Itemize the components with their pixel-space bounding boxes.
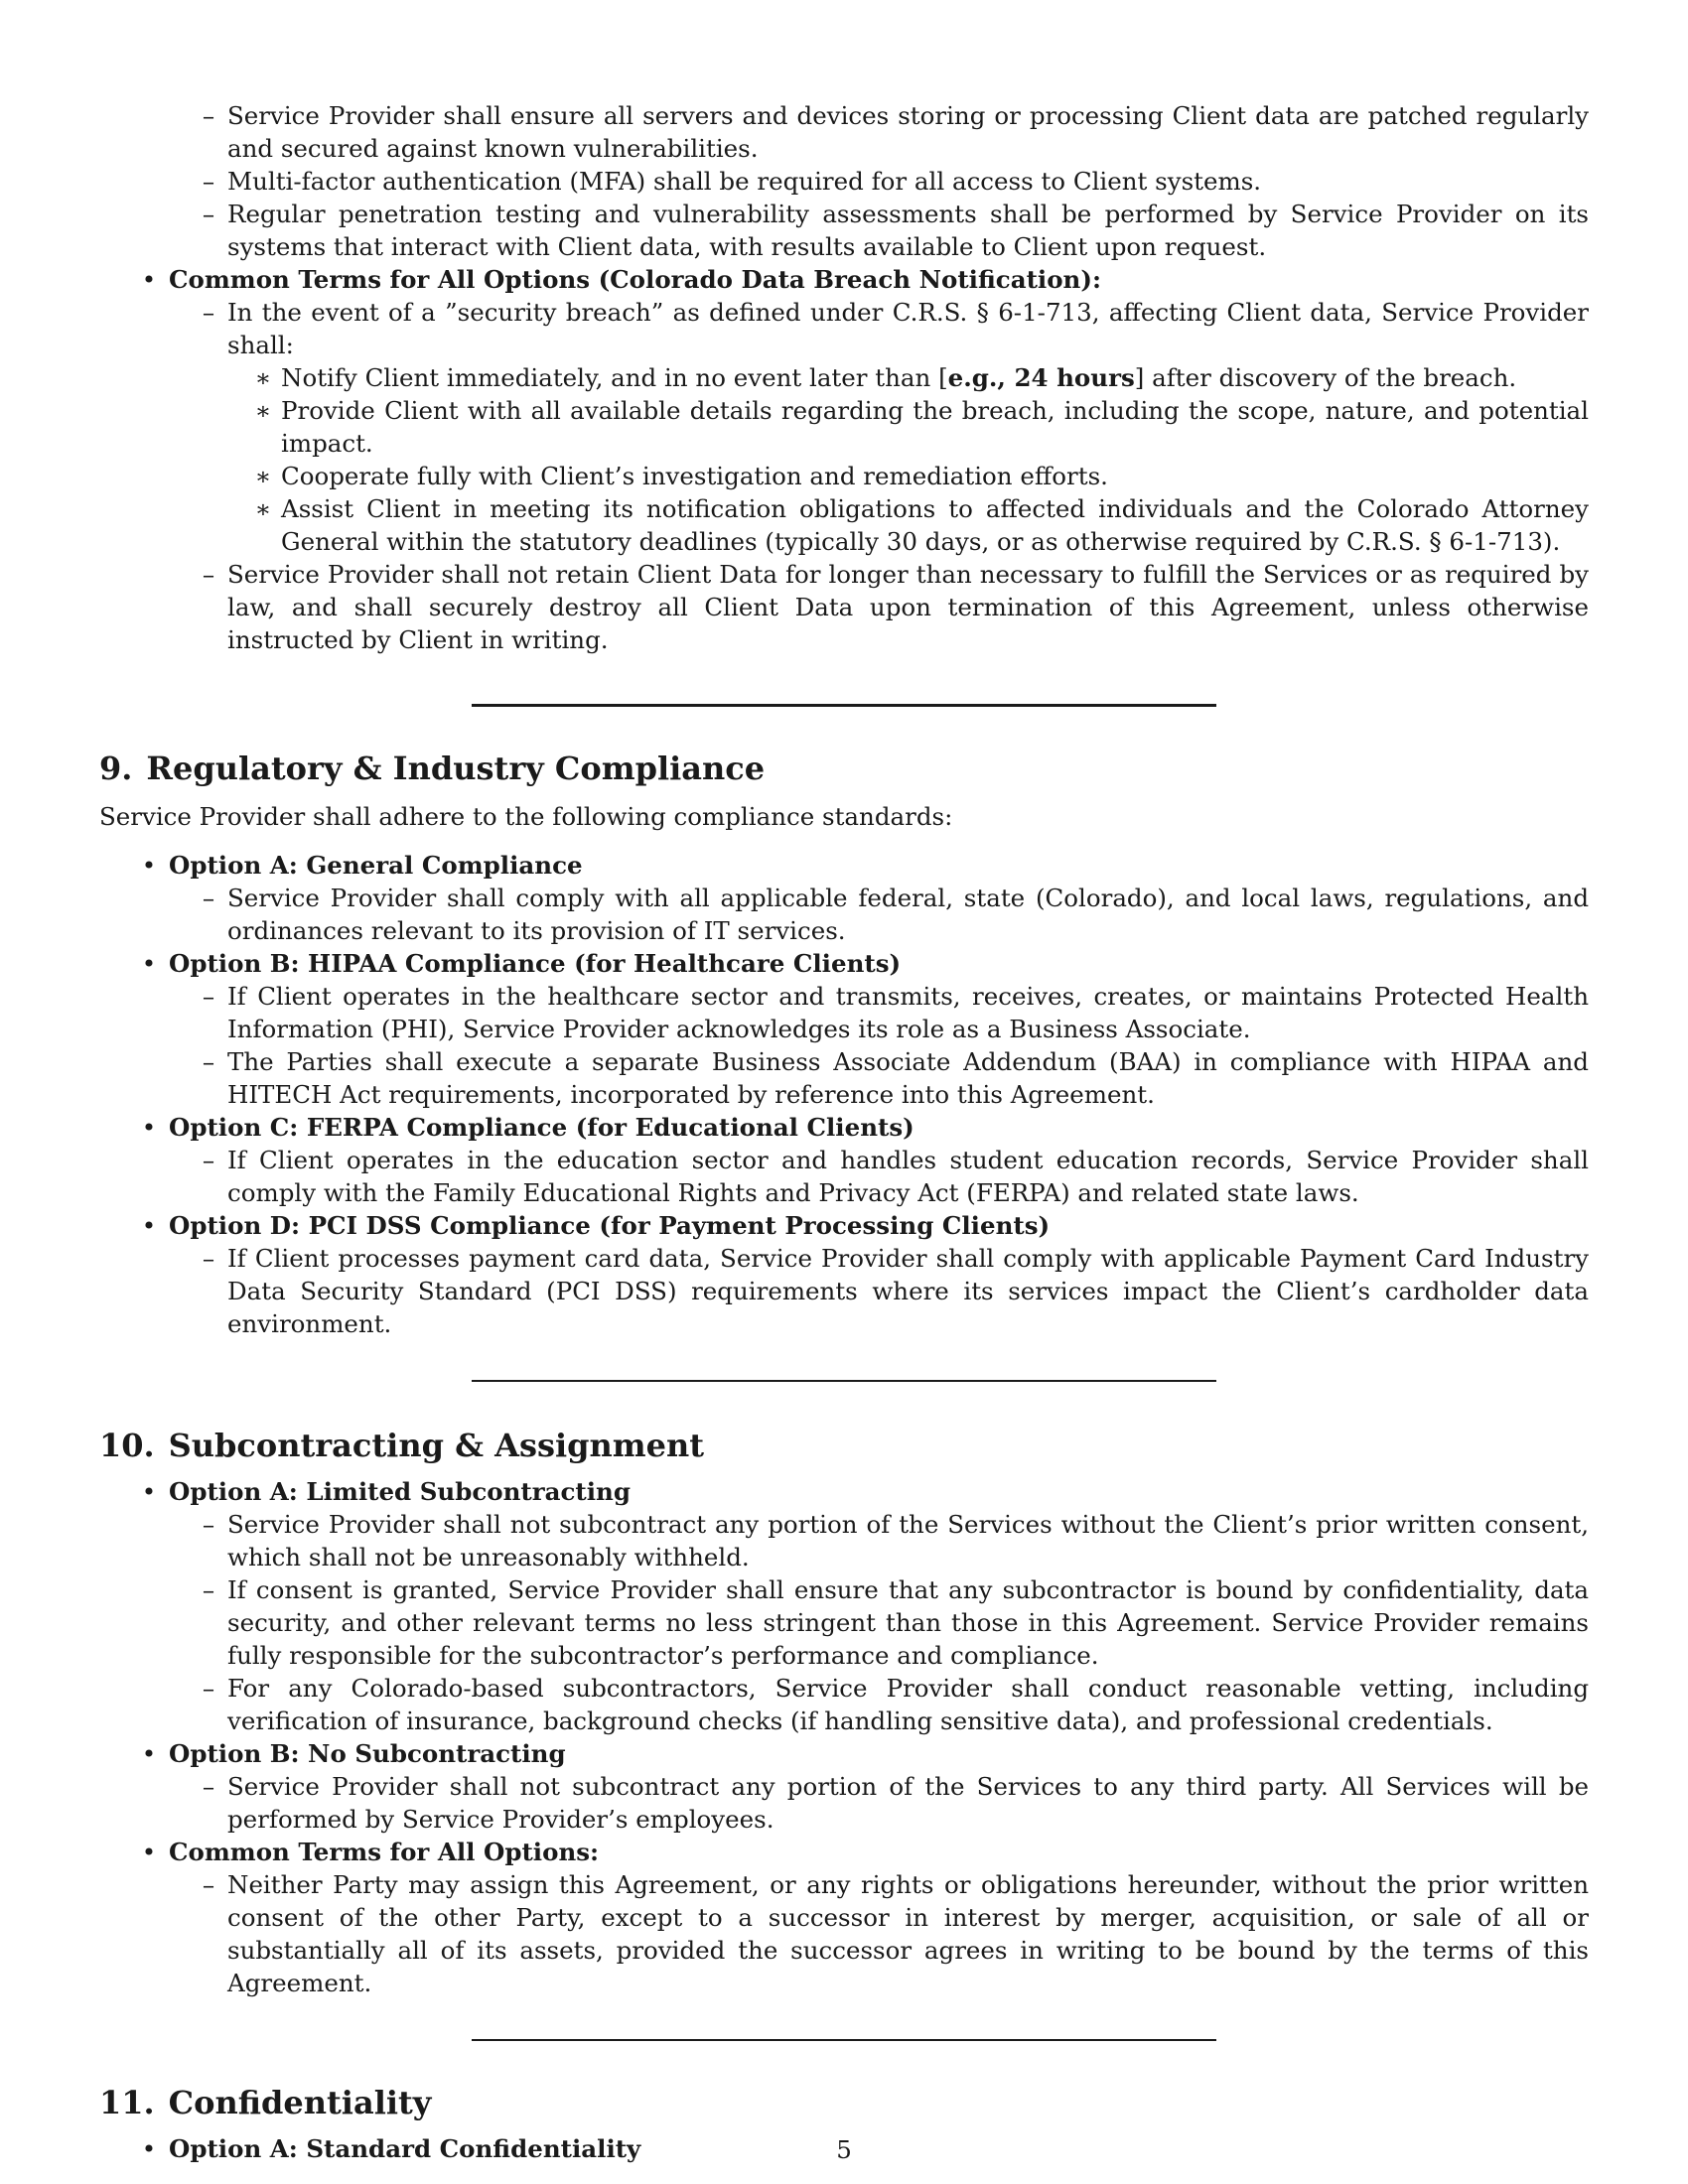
list-item: • Option B: No Subcontracting – Service Provider shall not subcontract any portion of the Services to any third party. All Services will be performed by Service Provider’s employees.: [141, 1739, 1589, 1834]
section-intro: Service Provider shall adhere to the following compliance standards:: [99, 802, 953, 831]
list-item: • Option A: Limited Subcontracting – Service Provider shall not subcontract any portion of the Services without the Client’s prior written consent, which shall not be unreasonably withheld. – If consent is granted, Service Provider shall ensure that any subcontractor is bound by confidentiality, data security, and other relevant terms no less stringent than those in this Agreement. Service Provider remains fully responsible for the subcontractor’s performance and compliance. – For any Colorado-based subcontractors, Service Provider shall conduct reasonable vetting, including verification of insurance, background checks (if handling sensitive data), and professional credentials.: [141, 1477, 1589, 1735]
list-item: ∗ Cooperate fully with Client’s investigation and remediation efforts.: [254, 462, 1108, 490]
list-item: – For any Colorado-based subcontractors, Service Provider shall conduct reasonable vetting, including verification of insurance, background checks (if handling sensitive data), and professional credentials.: [202, 1674, 1589, 1735]
list-item: – Service Provider shall not retain Client Data for longer than necessary to fulfill the Services or as required by law, and shall securely destroy all Client Data upon termination of this Agreement, unless otherwise instructed by Client in writing.: [202, 560, 1589, 654]
list-item: – Neither Party may assign this Agreement, or any rights or obligations hereunder, without the prior written consent of the other Party, except to a successor in interest by merger, acquisition, or sale of all or substantially all of its assets, provided the successor agrees in writing to be bound by the terms of this Agreement.: [202, 1870, 1589, 1997]
list-item: ∗ Provide Client with all available details regarding the breach, including the scope, nature, and potential impact.: [254, 396, 1589, 458]
compliance-options-list: [99, 849, 1589, 1340]
list-item: – If Client operates in the education sector and handles student education records, Service Provider shall comply with the Family Educational Rights and Privacy Act (FERPA) and related state laws.: [202, 1146, 1589, 1207]
subcontracting-options-list: [99, 1475, 1589, 1999]
list-item: • Option C: FERPA Compliance (for Educational Clients) – If Client operates in the education sector and handles student education records, Service Provider shall comply with the Family Educational Rights and Privacy Act (FERPA) and related state laws.: [141, 1113, 1589, 1207]
list-item: – If Client processes payment card data, Service Provider shall comply with applicable Payment Card Industry Data Security Standard (PCI DSS) requirements where its services impact the Client’s cardholder data environment.: [202, 1244, 1589, 1338]
list-item: – Service Provider shall comply with all applicable federal, state (Colorado), and local laws, regulations, and ordinances relevant to its provision of IT services.: [202, 884, 1589, 945]
list-item: ∗ Assist Client in meeting its notification obligations to affected individuals and the Colorado Attorney General within the statutory deadlines (typically 30 days, or as otherwise required by C.R.S. § 6-1-713).: [254, 494, 1589, 556]
breach-heading: Common Terms for All Options (Colorado Data Breach Notification):: [169, 265, 1102, 294]
list-item: – Service Provider shall not subcontract any portion of the Services to any third party. All Services will be performed by Service Provider’s employees.: [202, 1772, 1589, 1834]
breach-options-list: [99, 263, 1589, 656]
section-heading: 9. Regulatory & Industry Compliance: [99, 750, 766, 787]
list-item: – If Client operates in the healthcare sector and transmits, receives, creates, or maintains Protected Health Information (PHI), Service Provider acknowledges its role as a Business Associate.: [202, 982, 1589, 1043]
list-item: • Common Terms for All Options (Colorado Data Breach Notification): – In the event of a ”security breach” as defined under C.R.S. § 6-1-713, affecting Client data, Service Provider shall: ∗ Notify Client immediately, and in no event later than [e.g., 24 hours] after discovery of the breach. ∗ Provide Client with all available details regarding the breach, including the scope, nature, and potential impact. ∗ Cooperate fully with Client’s investigation and remediation efforts. ∗ Assist Client in meeting its notification obligations to affected individuals and the Colorado Attorney General within the statutory deadlines (typically 30 days, or as otherwise required by C.R.S. § 6-1-713). – Service Provider shall not retain Client Data for longer than necessary to fulfill the Services or as required by law, and shall securely destroy all Client Data upon termination of this Agreement, unless otherwise instructed by Client in writing.: [141, 265, 1589, 654]
list-item: ∗ Notify Client immediately, and in no event later than [e.g., 24 hours] after discovery of the breach.: [254, 363, 1517, 392]
list-item: – Multi-factor authentication (MFA) shall be required for all access to Client systems.: [202, 167, 1262, 196]
section-heading: 10. Subcontracting & Assignment: [99, 1427, 705, 1464]
document-page: [99, 99, 1589, 2165]
list-item: – The Parties shall execute a separate Business Associate Addendum (BAA) in compliance with HIPAA and HITECH Act requirements, incorporated by reference into this Agreement.: [202, 1047, 1589, 1109]
list-item: – Regular penetration testing and vulnerability assessments shall be performed by Service Provider on its systems that interact with Client data, with results available to Client upon request.: [202, 200, 1589, 261]
list-item: – If consent is granted, Service Provider shall ensure that any subcontractor is bound by confidentiality, data security, and other relevant terms no less stringent than those in this Agreement. Service Provider remains fully responsible for the subcontractor’s performance and compliance.: [202, 1575, 1589, 1670]
list-item: • Option A: Standard Confidentiality: [141, 2134, 641, 2163]
page-number: 5: [836, 2135, 852, 2164]
list-item: • Option A: General Compliance – Service Provider shall comply with all applicable federal, state (Colorado), and local laws, regulations, and ordinances relevant to its provision of IT services.: [141, 851, 1589, 945]
list-item: – Service Provider shall ensure all servers and devices storing or processing Client data are patched regularly and secured against known vulnerabilities.: [202, 101, 1589, 163]
list-item: – Service Provider shall not subcontract any portion of the Services without the Client’s prior written consent, which shall not be unreasonably withheld.: [202, 1510, 1589, 1571]
list-item: • Option D: PCI DSS Compliance (for Payment Processing Clients) – If Client processes payment card data, Service Provider shall comply with applicable Payment Card Industry Data Security Standard (PCI DSS) requirements where its services impact the Client’s cardholder data environment.: [141, 1211, 1589, 1338]
list-item: – In the event of a ”security breach” as defined under C.R.S. § 6-1-713, affecting Client data, Service Provider shall: ∗ Notify Client immediately, and in no event later than [e.g., 24 hours] after discovery of the breach. ∗ Provide Client with all available details regarding the breach, including the scope, nature, and potential impact. ∗ Cooperate fully with Client’s investigation and remediation efforts. ∗ Assist Client in meeting its notification obligations to affected individuals and the Colorado Attorney General within the statutory deadlines (typically 30 days, or as otherwise required by C.R.S. § 6-1-713).: [202, 298, 1589, 556]
list-item: • Option B: HIPAA Compliance (for Healthcare Clients) – If Client operates in the healthcare sector and transmits, receives, creates, or maintains Protected Health Information (PHI), Service Provider acknowledges its role as a Business Associate. – The Parties shall execute a separate Business Associate Addendum (BAA) in compliance with HIPAA and HITECH Act requirements, incorporated by reference into this Agreement.: [141, 949, 1589, 1109]
list-item: • Common Terms for All Options: – Neither Party may assign this Agreement, or any rights or obligations hereunder, without the prior written consent of the other Party, except to a successor in interest by merger, acquisition, or sale of all or substantially all of its assets, provided the successor agrees in writing to be bound by the terms of this Agreement.: [141, 1838, 1589, 1997]
security-items-list: [99, 99, 1589, 263]
section-heading: 11. Confidentiality: [99, 2084, 432, 2121]
